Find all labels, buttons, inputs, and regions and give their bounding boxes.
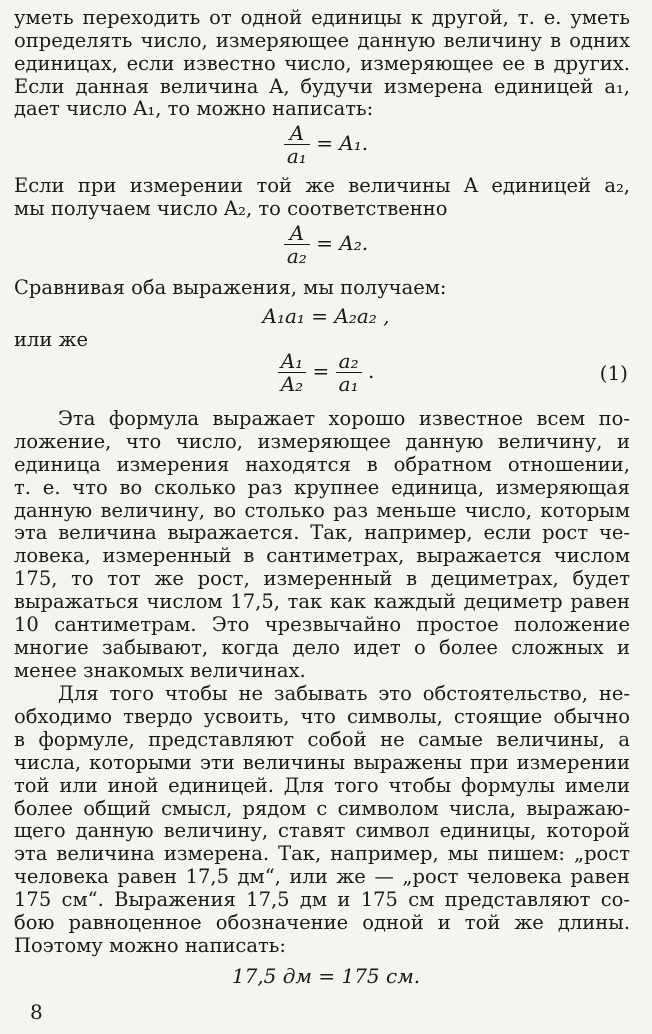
fraction-numerator: A₁ xyxy=(278,350,306,373)
fraction-numerator: a₂ xyxy=(336,350,362,373)
text-line: человека равен 17,5 дм“, или же — „рост человека равен xyxy=(14,865,630,889)
text-line: мы получаем число A₂, то соответственно xyxy=(14,196,448,220)
formula-3: A₁a₁ = A₂a₂ , xyxy=(262,303,390,328)
text-line: эта величина измерена. Так, например, мы пишем: „рост xyxy=(14,842,630,866)
text-line: многие забывают, когда дело идет о более сложных и xyxy=(14,636,630,659)
text-line: числа, которыми эти величины выражены при измерении xyxy=(14,750,630,774)
text-line: эта величина выражается. Так, например, если рост че- xyxy=(14,521,630,545)
text-line: щего данную величину, ставят символ единицы, которой xyxy=(14,819,630,843)
formula-rhs: = A₂. xyxy=(316,230,369,255)
formula-2 xyxy=(0,222,652,267)
text-line: 175 см“. Выражения 17,5 дм и 175 см представляют со- xyxy=(14,888,630,912)
text-line: единица измерения находятся в обратном отношении, xyxy=(14,452,630,476)
formula-1 xyxy=(0,122,652,167)
text-line: или же xyxy=(14,327,89,351)
formula-4: $\frac{\text{A₁}}{\text{A₂}}$ = $\frac{\text{a₂}}{\text{a₁}}$ . xyxy=(0,350,652,395)
formula-5: 17,5 дм = 175 см. xyxy=(231,964,421,988)
text-line: уметь переходить от одной единицы к другой, т. е. уметь xyxy=(14,5,630,29)
text-line: Сравнивая оба выражения, мы получаем: xyxy=(14,276,447,299)
text-line: дает число A₁, то можно написать: xyxy=(14,97,374,121)
text-line: выражаться числом 17,5, так как каждый дециметр равен xyxy=(14,590,630,614)
text-line: Поэтому можно написать: xyxy=(14,934,286,957)
text-line: менее знакомых величинах. xyxy=(14,658,306,682)
fraction xyxy=(284,222,310,267)
text-line: 10 сантиметрам. Это чрезвычайно простое положение xyxy=(14,613,630,637)
equation-number: (1) xyxy=(599,361,628,385)
text-line: Для того чтобы не забывать это обстоятельство, не- xyxy=(58,681,630,705)
text-line: обходимо твердо усвоить, что символы, стоящие обычно xyxy=(14,704,630,728)
text-line: более общий смысл, рядом с символом числа, выражаю- xyxy=(14,796,630,820)
fraction-numerator: A xyxy=(284,122,310,145)
fraction-denominator: a₁ xyxy=(338,371,359,396)
text-line: ловека, измеренный в сантиметрах, выражается числом xyxy=(14,544,630,568)
text-line: определять число, измеряющее данную величину в одних xyxy=(14,28,630,52)
fraction-right xyxy=(336,350,362,395)
text-line: единицах, если известно число, измеряющее ее в других. xyxy=(14,51,630,75)
page-number: 8 xyxy=(30,1000,43,1024)
text-line: той или иной единицей. Для того чтобы формулы имели xyxy=(14,773,630,797)
fraction-left xyxy=(278,350,306,395)
text-line: 175, то тот же рост, измеренный в дециметрах, будет xyxy=(14,567,630,591)
text-line: Если при измерении той же величины A единицей a₂, xyxy=(14,173,630,197)
text-line: Эта формула выражает хорошо известное всем по- xyxy=(58,406,630,430)
text-line: Если данная величина A, будучи измерена единицей a₁, xyxy=(14,74,630,98)
fraction-denominator: A₂ xyxy=(280,371,304,396)
fraction-denominator: a₂ xyxy=(286,243,307,268)
formula-tail: . xyxy=(367,358,375,383)
text-line: бою равноценное обозначение одной и той же длины. xyxy=(14,911,630,935)
text-line: данную величину, во столько раз меньше число, которым xyxy=(14,498,630,522)
text-line: в формуле, представляют собой не самые величины, а xyxy=(14,727,630,751)
fraction-numerator: A xyxy=(284,222,310,245)
fraction-denominator: a₁ xyxy=(286,144,307,169)
formula-rhs: = A₁. xyxy=(316,131,369,156)
text-line: ложение, что число, измеряющее данную величину, и xyxy=(14,429,630,453)
fraction xyxy=(284,122,310,167)
text-line: т. е. что во сколько раз крупнее единица, измеряющая xyxy=(14,475,630,499)
